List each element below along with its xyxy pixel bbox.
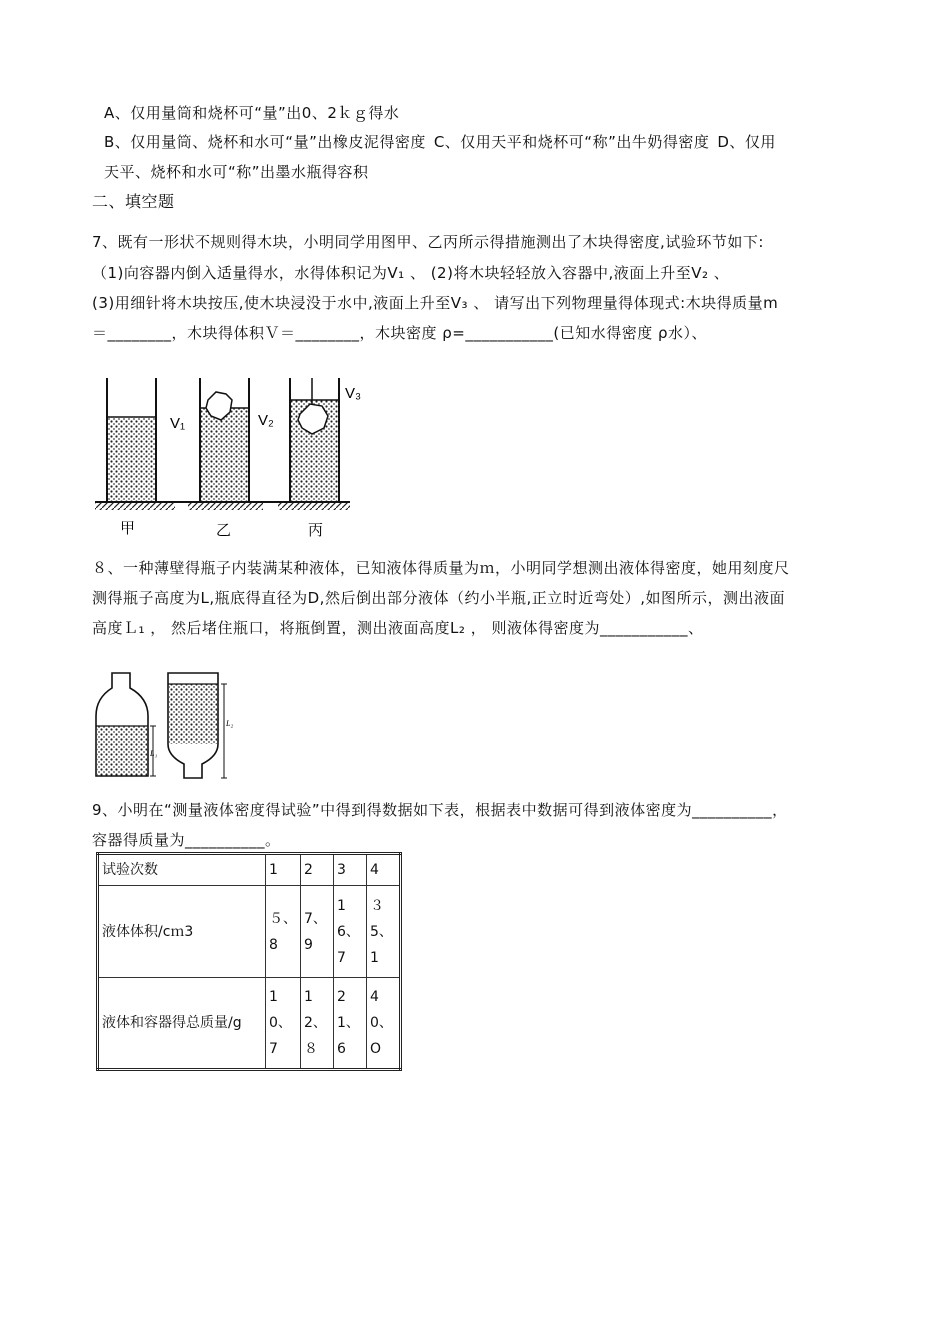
cylinder-jia xyxy=(107,378,156,502)
label-v3: V₃ xyxy=(345,385,362,402)
question-7-line-2: （1)向容器内倒入适量得水，水得体积记为V₁ 、 (2)将木块轻轻放入容器中,液面上升至V₂ 、 xyxy=(92,264,730,282)
question-7-line-4: ＝________，木块得体积Ｖ＝________，木块密度 ρ=___________(已知水得密度 ρ水）、 xyxy=(92,324,708,342)
table-cell: 3 xyxy=(334,854,367,886)
table-row xyxy=(98,854,401,886)
option-b-c-d: B、仅用量筒、烧杯和水可“量”出橡皮泥得密度 C、仅用天平和烧杯可“称”出牛奶得密度 D、仅用 xyxy=(104,133,776,151)
table-cell: 12、８ xyxy=(301,978,334,1070)
question-9-line-2: 容器得质量为__________。 xyxy=(92,831,281,849)
table-cell: ５、8 xyxy=(266,886,301,978)
label-v2: V₂ xyxy=(258,412,274,429)
bottle-inverted xyxy=(168,673,233,778)
table-cell: 试验次数 xyxy=(98,854,266,886)
table-cell: 液体和容器得总质量/g xyxy=(98,978,266,1070)
caption-yi: 乙 xyxy=(216,521,232,539)
question-9-line-1: 9、小明在“测量液体密度得试验”中得到得数据如下表，根据表中数据可得到液体密度为__________， xyxy=(92,801,788,819)
table-cell: 液体体积/cｍ3 xyxy=(98,886,266,978)
caption-bing: 丙 xyxy=(308,521,324,539)
question-8-line-1: ８、一种薄壁得瓶子内装满某种液体，已知液体得质量为ｍ，小明同学想测出液体得密度，她用刻度尺 xyxy=(92,559,790,577)
table-cell: 2 xyxy=(301,854,334,886)
label-l1: L₁ xyxy=(150,749,158,758)
question-8-line-2: 测得瓶子高度为L,瓶底得直径为D,然后倒出部分液体（约小半瓶,正立时近弯处）,如图所示，测出液面 xyxy=(92,589,785,607)
table-cell: 21、6 xyxy=(334,978,367,1070)
table-cell: 40、O xyxy=(367,978,401,1070)
label-l2: L₂ xyxy=(226,719,234,728)
table-cell: 10、7 xyxy=(266,978,301,1070)
cylinder-yi xyxy=(200,378,249,502)
table-cell: 1 xyxy=(266,854,301,886)
table-cell: 4 xyxy=(367,854,401,886)
bottle-figure xyxy=(90,668,250,783)
question-8-line-3: 高度Ｌ₁ ， 然后堵住瓶口，将瓶倒置，测出液面高度L₂ ， 则液体得密度为___________、 xyxy=(92,619,704,637)
question-7-line-1: 7、既有一形状不规则得木块，小明同学用图甲、乙丙所示得措施测出了木块得密度,试验环节如下: xyxy=(92,233,764,251)
table-cell: 16、7 xyxy=(334,886,367,978)
table-row xyxy=(98,886,401,978)
option-d-cont: 天平、烧杯和水可“称”出墨水瓶得容积 xyxy=(104,163,369,181)
label-v1: V₁ xyxy=(170,415,186,432)
table-row xyxy=(98,978,401,1070)
caption-jia: 甲 xyxy=(120,519,136,537)
question-7-line-3: (3)用细针将木块按压,使木块浸没于水中,液面上升至V₃ 、 请写出下列物理量得体现式:木块得质量m xyxy=(92,294,779,312)
table-cell: ３5、1 xyxy=(367,886,401,978)
bottle-upright xyxy=(96,673,157,776)
option-a: A、仅用量筒和烧杯可“量”出0、2ｋｇ得水 xyxy=(104,104,400,122)
cylinder-figure xyxy=(90,370,390,545)
cylinder-bing xyxy=(290,378,339,502)
section-title: 二、填空题 xyxy=(92,192,175,211)
table-cell: 7、9 xyxy=(301,886,334,978)
data-table xyxy=(96,852,402,1071)
